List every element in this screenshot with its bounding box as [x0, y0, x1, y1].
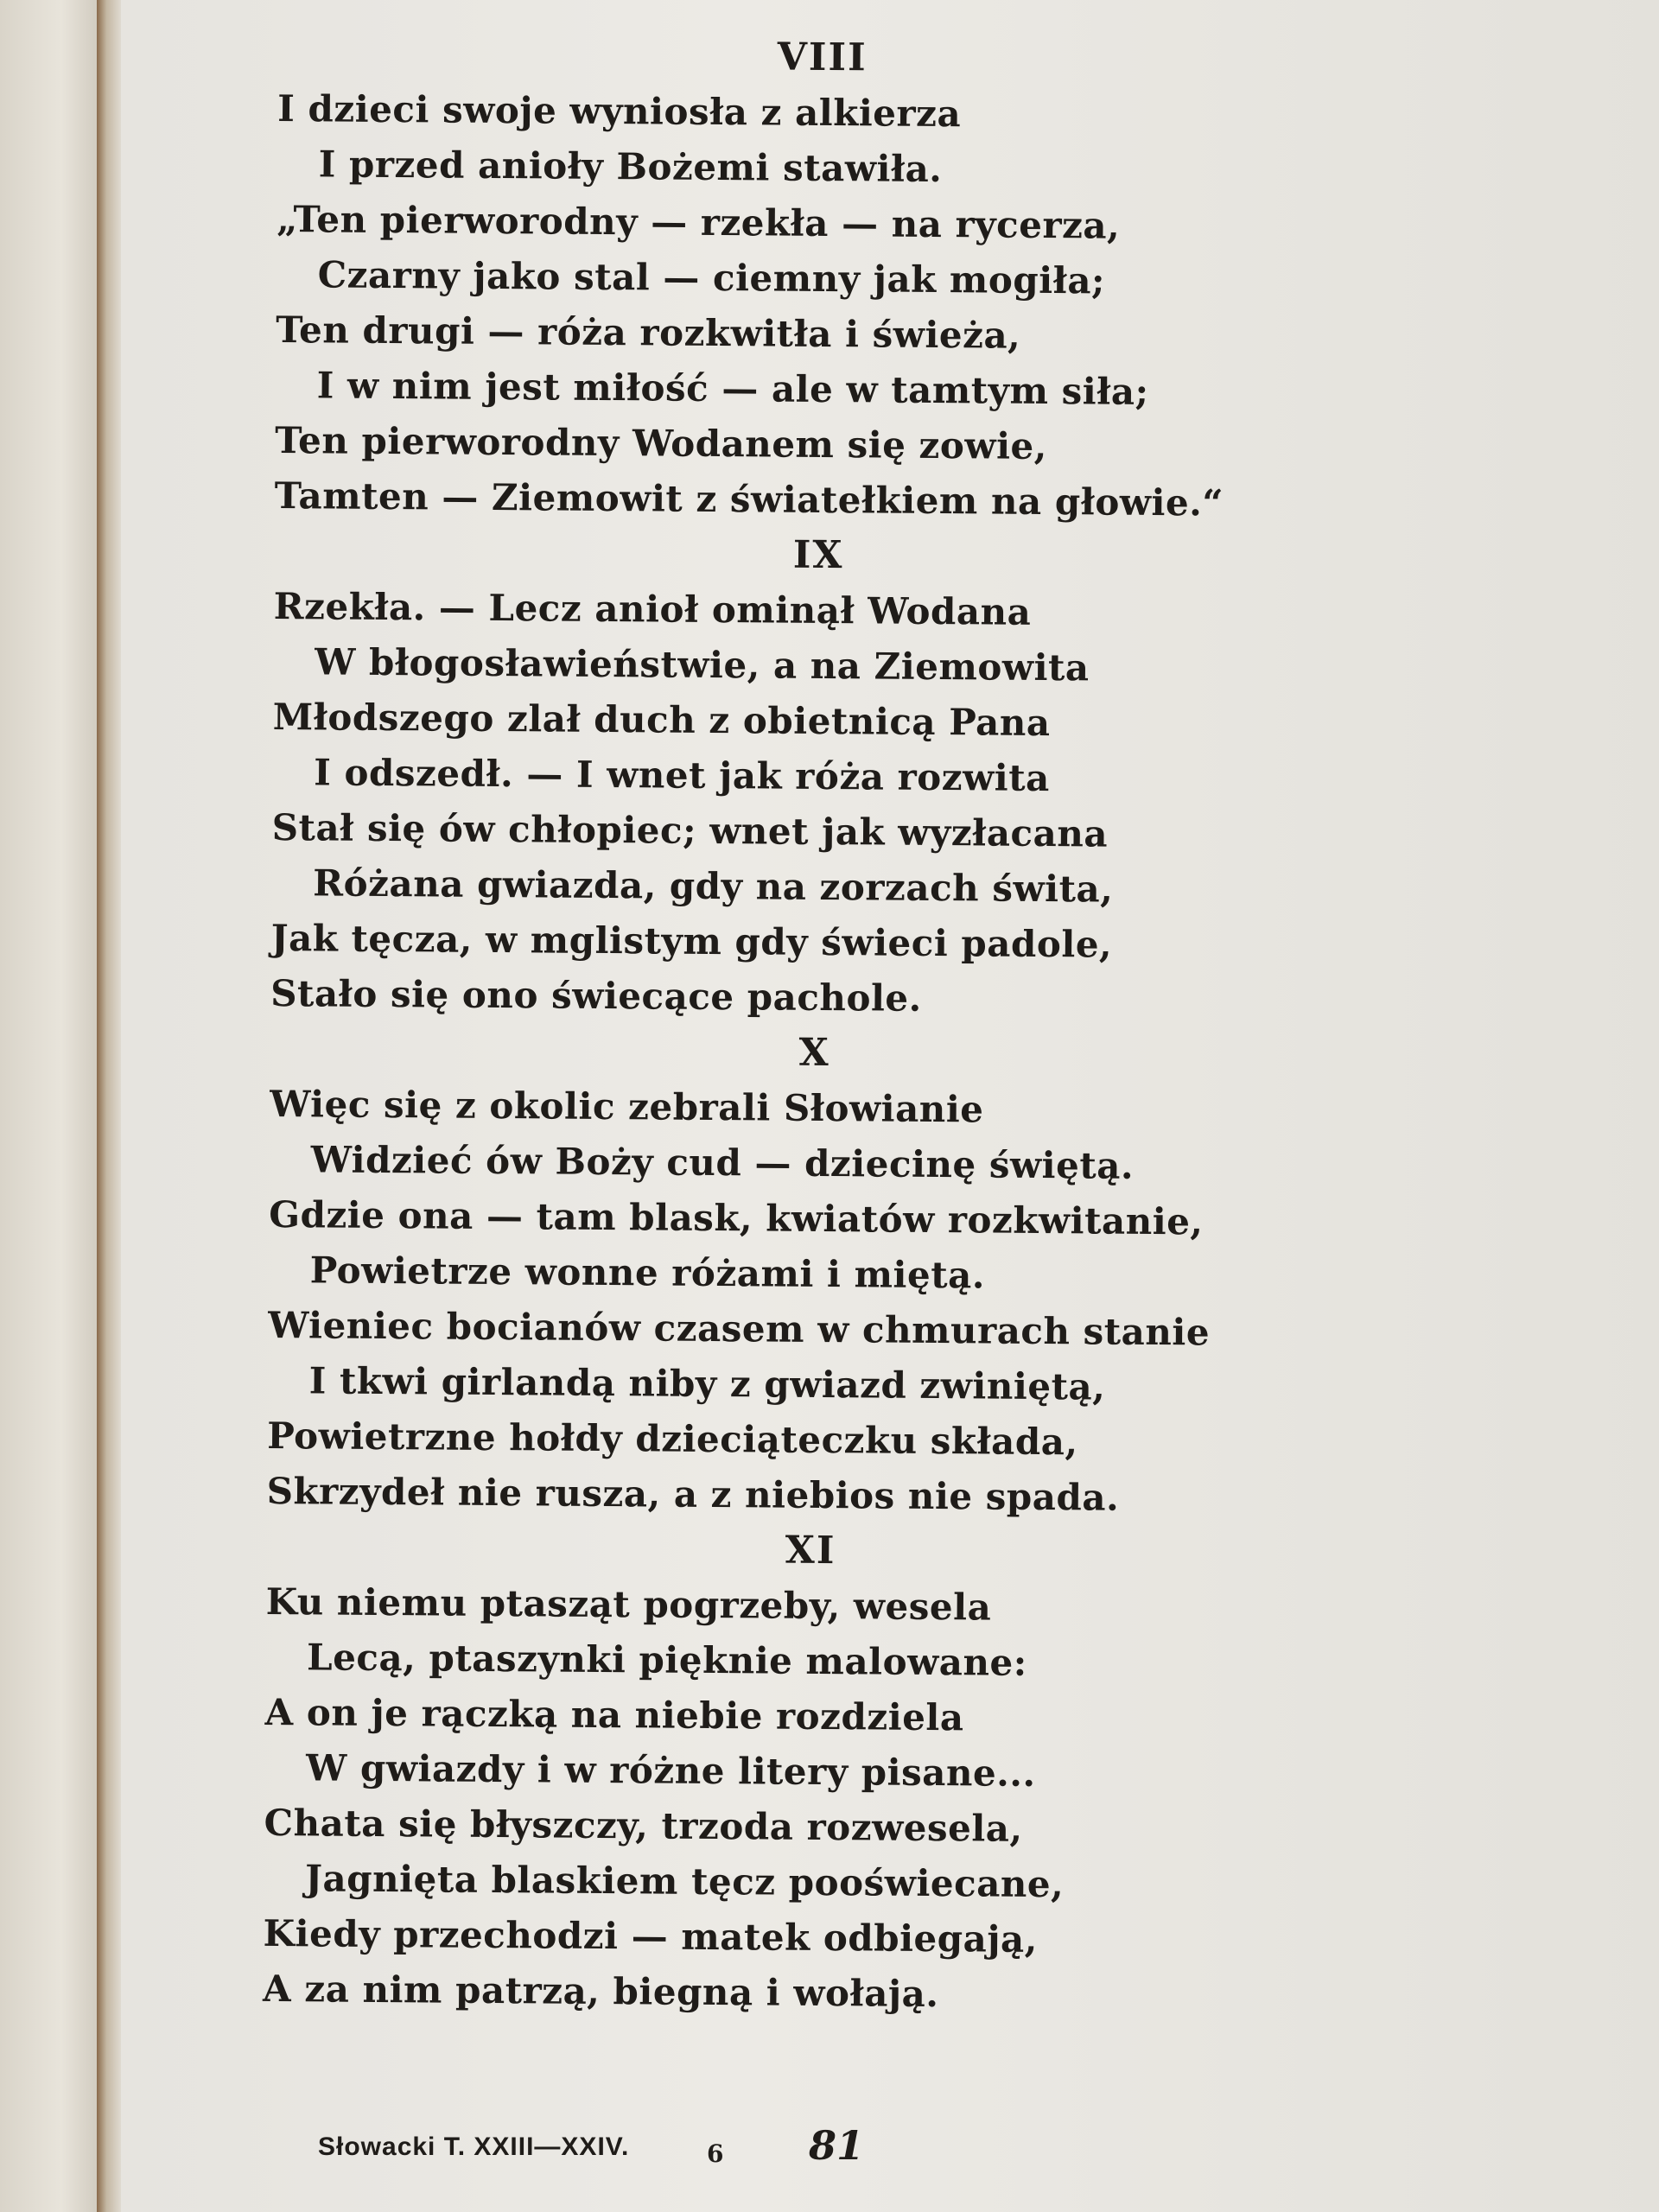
verse-line: Jagnięta blaskiem tęcz pooświecane, [304, 1857, 1065, 1906]
facing-page-edge [0, 0, 102, 2212]
stanza [270, 524, 1311, 1029]
verse-line: „Ten pierworodny — rzekła — na rycerza, [276, 197, 1121, 247]
verse-line: Gdzie ona — tam blask, kwiatów rozkwitanie, [269, 1192, 1204, 1243]
verse-line: Ku niemu ptasząt pogrzeby, wesela [265, 1580, 992, 1629]
verse-line: W gwiazdy i w różne litery pisane... [305, 1746, 1036, 1795]
stanza [266, 1021, 1306, 1527]
verse-line: W błogosławieństwie, a na Ziemowita [315, 640, 1090, 690]
stanza-heading: XI [785, 1528, 836, 1573]
verse-line: I tkwi girlandą niby z gwiazd zwiniętą, [308, 1359, 1106, 1408]
sheet-number: 6 [707, 2139, 724, 2168]
verse-line: Powietrzne hołdy dzieciąteczku składa, [266, 1414, 1078, 1464]
verse-line: Powietrze wonne różami i miętą. [309, 1249, 986, 1297]
stanza [263, 1519, 1303, 2024]
verse-line: Skrzydeł nie rusza, a z niebios nie spada. [266, 1469, 1120, 1519]
verse-line: Tamten — Ziemowit z światełkiem na głowie.“ [274, 474, 1224, 524]
verse-line: Rzekła. — Lecz anioł ominął Wodana [273, 584, 1032, 633]
verse-line: Ten drugi — róża rozkwitła i świeża, [276, 308, 1021, 357]
verse-line: I przed anioły Bożemi stawiła. [318, 143, 943, 191]
poem-text [263, 26, 1315, 2024]
verse-line: I odszedł. — I wnet jak róża rozwita [314, 751, 1051, 800]
stanza-heading: VIII [777, 35, 868, 80]
printer-signature: Słowacki T. XXIII—XXIV. [318, 2133, 630, 2161]
verse-line: Stał się ów chłopiec; wnet jak wyzłacana [271, 805, 1109, 855]
verse-line: Młodszego zlał duch z obietnicą Pana [272, 695, 1051, 745]
verse-line: Stało się ono świecące pachole. [270, 971, 922, 1020]
verse-line: I dzieci swoje wyniosła z alkierza [277, 86, 962, 136]
verse-line: Lecą, ptaszynki pięknie malowane: [306, 1636, 1027, 1684]
verse-line: Widzieć ów Boży cud — dziecinę świętą. [310, 1138, 1135, 1187]
stanza-heading: X [798, 1030, 830, 1076]
page-footer [318, 2122, 865, 2169]
verse-line: Chata się błyszczy, trzoda rozwesela, [264, 1801, 1023, 1850]
verse-line: I w nim jest miłość — ale w tamtym siła; [316, 364, 1149, 413]
verse-line: Kiedy przechodzi — matek odbiegają, [263, 1911, 1039, 1961]
verse-line: A on je rączką na niebie rozdziela [264, 1690, 964, 1739]
verse-line: Różana gwiazda, gdy na zorzach świta, [313, 861, 1114, 911]
verse-line: A za nim patrzą, biegną i wołają. [262, 1967, 939, 2016]
verse-line: Czarny jako stal — ciemny jak mogiła; [317, 253, 1106, 302]
stanza [274, 26, 1314, 531]
stanza-heading: IX [792, 532, 844, 578]
verse-line: Jak tęcza, w mglistym gdy świeci padole, [270, 916, 1113, 966]
verse-line: Więc się z okolic zebrali Słowianie [270, 1082, 984, 1131]
page-number: 81 [809, 2122, 865, 2169]
verse-line: Ten pierworodny Wodanem się zowie, [275, 418, 1048, 468]
verse-line: Wieniec bocianów czasem w chmurach stanie [267, 1303, 1211, 1354]
